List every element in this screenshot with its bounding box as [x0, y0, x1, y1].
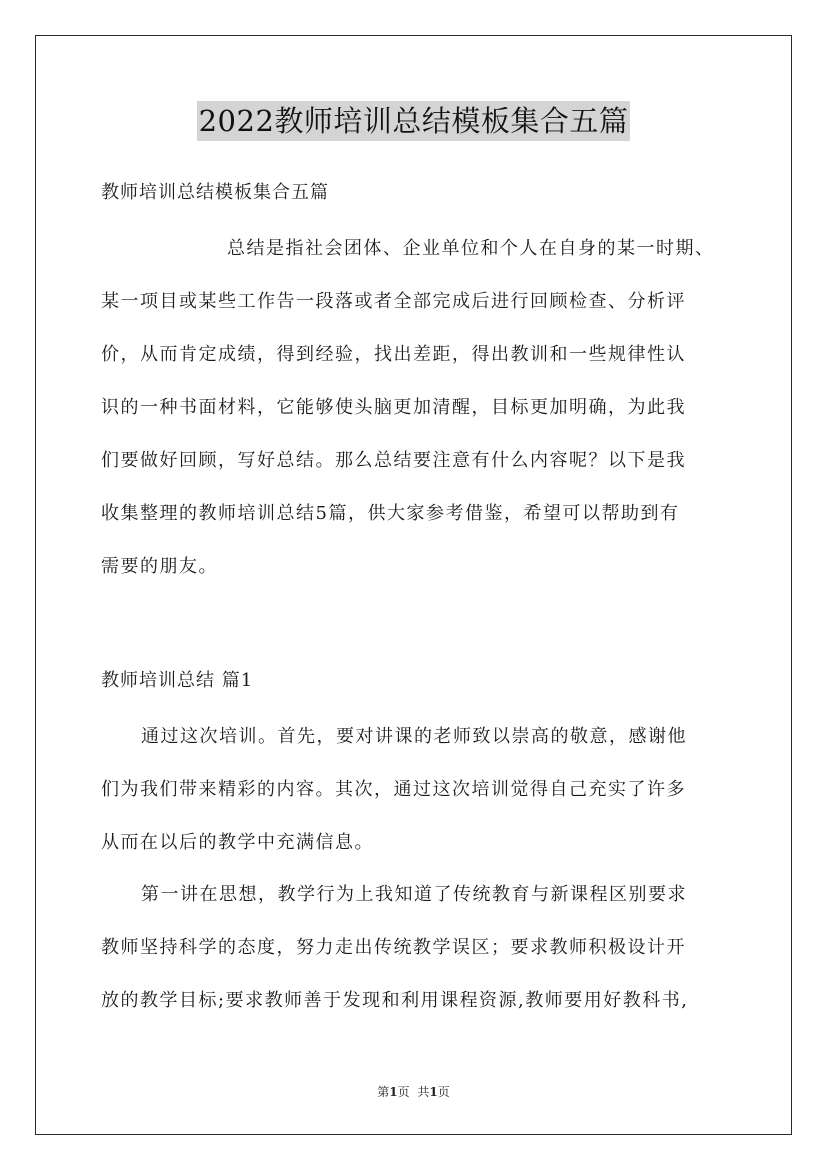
- page-footer: [0, 1082, 827, 1102]
- title-container: [0, 101, 827, 141]
- document-subtitle: 教师培训总结模板集合五篇: [101, 182, 329, 203]
- total-suffix: 页: [437, 1085, 450, 1099]
- page-suffix: 页: [397, 1085, 410, 1099]
- intro-line: 某一项目或某些工作告一段落或者全部完成后进行回顾检查、分析评: [101, 291, 686, 312]
- section-paragraph-1: [101, 710, 741, 869]
- intro-line: 识的一种书面材料，它能够使头脑更加清醒，目标更加明确，为此我: [101, 397, 686, 418]
- paragraph-line: 第一讲在思想，教学行为上我知道了传统教育与新课程区别要求: [141, 884, 687, 905]
- section-paragraph-2: [101, 868, 741, 1027]
- paragraph-line: 通过这次培训。首先，要对讲课的老师致以崇高的敬意，感谢他: [141, 726, 687, 747]
- intro-line: 需要的朋友。: [101, 556, 218, 577]
- paragraph-line: 放的教学目标;要求教师善于发现和利用课程资源,教师要用好教科书,: [101, 990, 689, 1011]
- section-heading: 教师培训总结 篇1: [101, 670, 254, 691]
- intro-line: 价，从而肯定成绩，得到经验，找出差距，得出教训和一些规律性认: [101, 344, 686, 365]
- page-prefix: 第: [377, 1085, 390, 1099]
- document-title: 2022教师培训总结模板集合五篇: [197, 101, 631, 141]
- total-pages: 1: [429, 1085, 438, 1099]
- paragraph-line: 从而在以后的教学中充满信息。: [101, 832, 374, 853]
- intro-line: 们要做好回顾，写好总结。那么总结要注意有什么内容呢？以下是我: [101, 450, 686, 471]
- paragraph-line: 们为我们带来精彩的内容。其次，通过这次培训觉得自己充实了许多: [101, 779, 686, 800]
- paragraph-line: 教师坚持科学的态度，努力走出传统教学误区；要求教师积极设计开: [101, 937, 686, 958]
- intro-paragraph: [101, 222, 741, 593]
- intro-line: 总结是指社会团体、企业单位和个人在自身的某一时期、: [227, 238, 715, 259]
- intro-line: 收集整理的教师培训总结5篇，供大家参考借鉴，希望可以帮助到有: [101, 503, 680, 524]
- total-prefix: 共: [417, 1085, 430, 1099]
- page-number: 1: [389, 1085, 398, 1099]
